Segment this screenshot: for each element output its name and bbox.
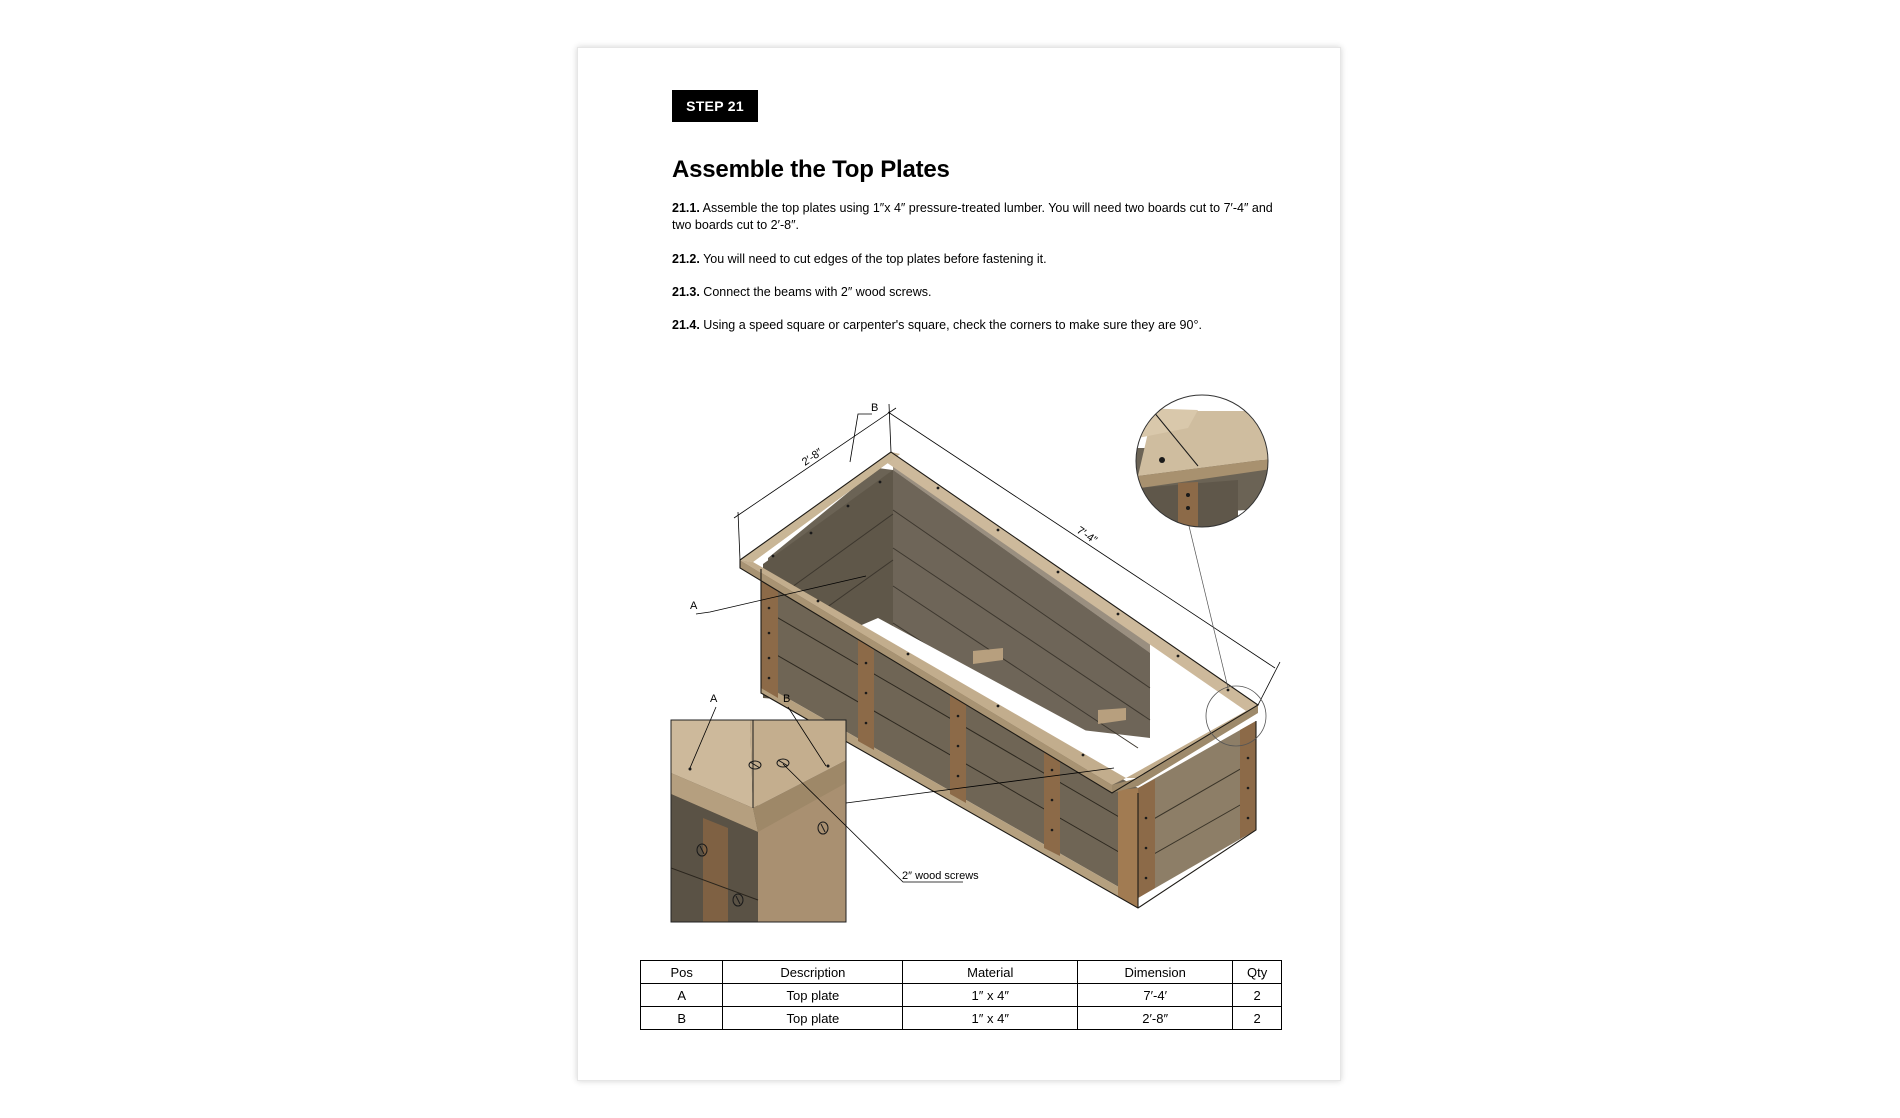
detail-a-label: A	[710, 693, 718, 705]
detail-b-label: B	[783, 693, 791, 705]
instruction-number: 21.2.	[672, 252, 700, 266]
cell-pos: B	[641, 1007, 723, 1030]
step-badge: STEP 21	[672, 90, 758, 122]
dimension-short: 2′-8″	[799, 446, 825, 469]
cell-pos: A	[641, 984, 723, 1007]
instruction-text: Assemble the top plates using 1″x 4″ pressure-treated lumber. You will need two boards cut to 7′-4″ and two boards cut to 2′-8″.	[672, 201, 1273, 232]
parts-table	[640, 960, 1282, 1030]
header-material: Material	[903, 961, 1078, 984]
header-dimension: Dimension	[1078, 961, 1233, 984]
corner-zoom-circle	[1118, 395, 1298, 528]
page-title: Assemble the Top Plates	[672, 156, 950, 183]
header-description: Description	[723, 961, 903, 984]
instruction-text: Connect the beams with 2″ wood screws.	[703, 285, 932, 299]
document-page	[577, 47, 1341, 1081]
cell-material: 1″ x 4″	[903, 1007, 1078, 1030]
callout-a-label: A	[690, 600, 698, 612]
planter-box-illustration	[578, 48, 1340, 948]
instruction-text: You will need to cut edges of the top plates before fastening it.	[703, 252, 1047, 266]
cell-description: Top plate	[723, 984, 903, 1007]
cell-dimension: 7′-4′	[1078, 984, 1233, 1007]
dimension-long: 7′-4″	[1074, 524, 1100, 547]
cell-dimension: 2′-8″	[1078, 1007, 1233, 1030]
cell-qty: 2	[1233, 1007, 1282, 1030]
header-pos: Pos	[641, 961, 723, 984]
header-qty: Qty	[1233, 961, 1282, 984]
cell-description: Top plate	[723, 1007, 903, 1030]
instruction-number: 21.1.	[672, 201, 700, 215]
table-header-row	[641, 961, 1282, 984]
instruction-number: 21.4.	[672, 318, 700, 332]
instruction-number: 21.3.	[672, 285, 700, 299]
wood-screws-label: 2″ wood screws	[902, 870, 979, 882]
cell-qty: 2	[1233, 984, 1282, 1007]
callout-b-label: B	[871, 402, 879, 414]
table-row	[641, 1007, 1282, 1030]
table-row	[641, 984, 1282, 1007]
instruction-text: Using a speed square or carpenter's square, check the corners to make sure they are 90°.	[703, 318, 1202, 332]
cell-material: 1″ x 4″	[903, 984, 1078, 1007]
